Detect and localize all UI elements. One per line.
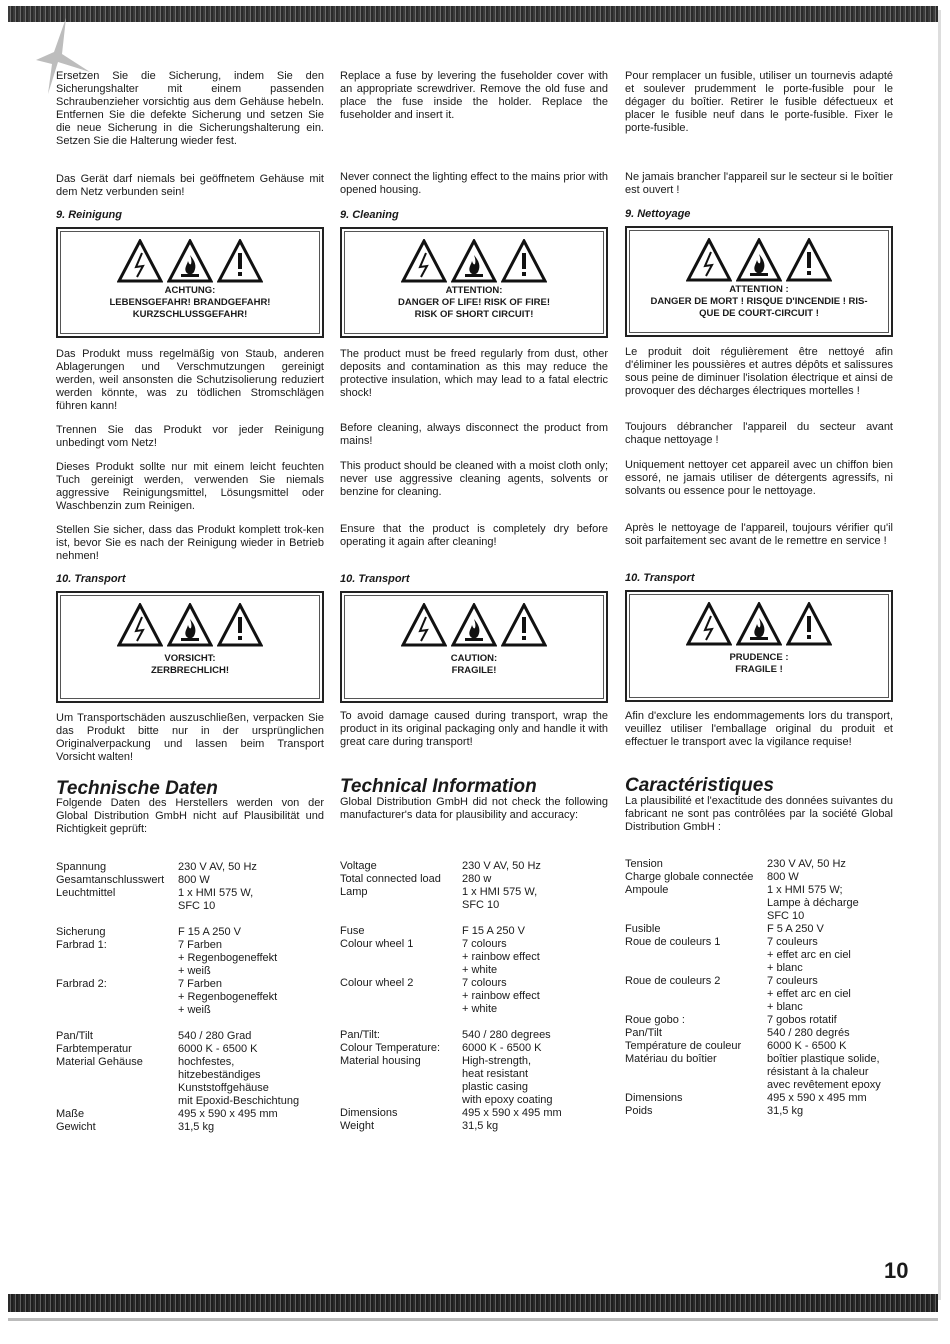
cleaning-warning-box — [340, 227, 608, 338]
page-number: 10 — [884, 1258, 909, 1283]
fuse-text: Ersetzen Sie die Sicherung, indem Sie den Sicherungshalter mit einem passenden Schraubenzieher vorsichtig aus dem Gehäuse hebeln. Entfernen Sie die defekte Sicherung und setzen Sie die neue Sicherung in die Sicherungshalterung ein. Setzen Sie die Halterung wieder fest. — [56, 70, 324, 147]
transport-text: To avoid damage caused during transport, wrap the product in its original packaging only and handle it with great care during transport! — [340, 710, 608, 748]
spec-table: Spannung 230 V AV, 50 Hz Gesamtanschlusswert 800 W Leuchtmittel 1 x HMI 575 W, SFC 10 Sicherung F 15 A 250 V Farbrad 1: 7 Farben + Regenbogeneffekt + weiß Farbrad 2: 7 Farben + Regenbogeneffekt + weiß Pan/Tilt 540 / 280 Grad Farbtemperatur 6000 K - 6500 K Material Gehäuse hochfestes, hitzebeständiges Kunststoffgehäuse mit Epoxid-Beschichtung Maße 495 x 590 x 495 mm Gewicht 31,5 kg — [56, 861, 300, 1133]
cleaning-paragraph-4: Ensure that the product is completely dry before operating it again after cleaning! — [340, 523, 608, 548]
fire-hazard-icon — [736, 602, 782, 646]
transport-warning-text: PRUDENCE : FRAGILE ! — [729, 652, 789, 675]
tech-intro: La plausibilité et l'exactitude des données suivantes du fabricant ne sont pas contrôlées par la société Global Distribution GmbH : — [625, 795, 893, 833]
fire-hazard-icon — [736, 238, 782, 282]
fire-hazard-icon — [451, 239, 497, 283]
electric-hazard-icon — [117, 239, 163, 283]
transport-warning-box — [56, 591, 324, 703]
transport-heading: 10. Transport — [625, 572, 695, 584]
transport-warning-box — [625, 590, 893, 702]
cleaning-warning-text: ATTENTION: DANGER OF LIFE! RISK OF FIRE! RISK OF SHORT CIRCUIT! — [398, 285, 550, 320]
cleaning-paragraph-1: The product must be freed regularly from dust, other deposits and contamination as this may reduce the protective insulation, which may lead to a fatal electric shock! — [340, 348, 608, 399]
warning-exclamation-icon — [501, 603, 547, 647]
warning-exclamation-icon — [501, 239, 547, 283]
electric-hazard-icon — [686, 602, 732, 646]
cleaning-heading: 9. Reinigung — [56, 209, 122, 221]
top-decorative-bar — [8, 6, 938, 22]
electric-hazard-icon — [686, 238, 732, 282]
warning-exclamation-icon — [786, 238, 832, 282]
transport-warning-text: CAUTION: FRAGILE! — [450, 653, 498, 676]
transport-warning-box — [340, 591, 608, 703]
spec-table: Tension 230 V AV, 50 Hz Charge globale connectée 800 W Ampoule 1 x HMI 575 W; Lampe à décharge SFC 10 Fusible F 5 A 250 V Roue de couleurs 1 7 couleurs + effet arc en ciel + blanc Roue de couleurs 2 7 couleurs + effet arc en ciel + blanc Roue gobo : 7 gobos rotatif Pan/Tilt 540 / 280 degrés Température de couleur 6000 K - 6500 K Matériau du boîtier boîtier plastique solide, résistant à la chaleur avec revêtement epoxy Dimensions 495 x 590 x 495 mm Poids 31,5 kg — [625, 858, 881, 1117]
cleaning-paragraph-1: Das Produkt muss regelmäßig von Staub, anderen Ablagerungen und Verschmutzungen gereinigt werden, weil ansonsten die Schutzisolierung reduziert werden könnte, was zu tödlichen Stromschlägen führen kann! — [56, 348, 324, 412]
housing-warning-text: Das Gerät darf niemals bei geöffnetem Gehäuse mit dem Netz verbunden sein! — [56, 173, 324, 198]
electric-hazard-icon — [401, 239, 447, 283]
tech-heading: Technical Information — [340, 776, 537, 797]
transport-text: Um Transportschäden auszuschließen, verpacken Sie das Produkt bitte nur in der ursprünglichen Originalverpackung und lassen beim Transport Vorsicht walten! — [56, 712, 324, 763]
cleaning-warning-text: ATTENTION : DANGER DE MORT ! RISQUE D'INCENDIE ! RIS- QUE DE COURT-CIRCUIT ! — [650, 284, 868, 319]
fire-hazard-icon — [167, 239, 213, 283]
cleaning-paragraph-4: Après le nettoyage de l'appareil, toujours vérifier qu'il soit parfaitement sec avant de le remettre en service ! — [625, 522, 893, 547]
transport-heading: 10. Transport — [56, 573, 126, 585]
cleaning-heading: 9. Cleaning — [340, 209, 399, 221]
warning-exclamation-icon — [786, 602, 832, 646]
cleaning-heading: 9. Nettoyage — [625, 208, 691, 220]
cleaning-paragraph-2: Toujours débrancher l'appareil du secteur avant chaque nettoyage ! — [625, 421, 893, 446]
cleaning-paragraph-3: This product should be cleaned with a moist cloth only; never use aggressive cleaning agents, solvents or benzine for cleaning. — [340, 460, 608, 498]
cleaning-paragraph-2: Trennen Sie das Produkt vor jeder Reinigung unbedingt vom Netz! — [56, 424, 324, 449]
housing-warning-text: Never connect the lighting effect to the mains prior with opened housing. — [340, 171, 608, 196]
cleaning-paragraph-4: Stellen Sie sicher, dass das Produkt komplett trok-ken ist, bevor Sie es nach der Reinigung wieder in Betrieb nehmen! — [56, 524, 324, 562]
transport-heading: 10. Transport — [340, 573, 410, 585]
transport-text: Afin d'exclure les endommagements lors du transport, veuillez utiliser l'emballage original du produit et effectuer le transport avec la vigilance requise! — [625, 710, 893, 748]
cleaning-paragraph-2: Before cleaning, always disconnect the product from mains! — [340, 422, 608, 447]
spec-table: Voltage 230 V AV, 50 Hz Total connected load 280 w Lamp 1 x HMI 575 W, SFC 10 Fuse F 15 A 250 V Colour wheel 1 7 colours + rainbow effect + white Colour wheel 2 7 colours + rainbow effect + white Pan/Tilt: 540 / 280 degrees Colour Temperature: 6000 K - 6500 K Material housing High-strength, heat resistant plastic casing with epoxy coating Dimensions 495 x 590 x 495 mm Weight 31,5 kg — [340, 860, 562, 1132]
cleaning-warning-box — [56, 227, 324, 338]
tech-heading: Technische Daten — [56, 778, 218, 799]
fuse-text: Replace a fuse by levering the fuseholder cover with an appropriate screwdriver. Remove the old fuse and place the fuse inside the holder. Replace the fuseholder and insert it. — [340, 70, 608, 121]
fire-hazard-icon — [167, 603, 213, 647]
bottom-rule — [8, 1318, 938, 1321]
housing-warning-text: Ne jamais brancher l'appareil sur le secteur si le boîtier est ouvert ! — [625, 171, 893, 196]
tech-intro: Folgende Daten des Herstellers werden von der Global Distribution GmbH nicht auf Plausibilität und Richtigkeit geprüft: — [56, 797, 324, 835]
transport-warning-text: VORSICHT: ZERBRECHLICH! — [150, 653, 230, 676]
cleaning-warning-box — [625, 226, 893, 337]
cleaning-paragraph-3: Uniquement nettoyer cet appareil avec un chiffon bien essoré, ne jamais utiliser de détergents agressifs, ni solvants ou essence pour le nettoyage. — [625, 459, 893, 497]
warning-exclamation-icon — [217, 603, 263, 647]
electric-hazard-icon — [401, 603, 447, 647]
tech-heading: Caractéristiques — [625, 775, 774, 796]
tech-intro: Global Distribution GmbH did not check the following manufacturer's data for plausibility and accuracy: — [340, 796, 608, 821]
right-edge-line — [938, 10, 941, 1300]
electric-hazard-icon — [117, 603, 163, 647]
bottom-decorative-bar — [8, 1294, 938, 1312]
warning-exclamation-icon — [217, 239, 263, 283]
cleaning-warning-text: ACHTUNG: LEBENSGEFAHR! BRANDGEFAHR! KURZSCHLUSSGEFAHR! — [109, 285, 271, 320]
fire-hazard-icon — [451, 603, 497, 647]
cleaning-paragraph-1: Le produit doit régulièrement être nettoyé afin d'éliminer les poussières et autres dépôts et salissures sous peine de diminuer l'isolation électrique et ainsi de provoquer des décharges électriques mortelles ! — [625, 346, 893, 397]
cleaning-paragraph-3: Dieses Produkt sollte nur mit einem leicht feuchten Tuch gereinigt werden, verwenden Sie niemals aggressive Reinigungsmittel, Lösungsmittel oder Waschbenzin zum Reinigen. — [56, 461, 324, 512]
fuse-text: Pour remplacer un fusible, utiliser un tournevis adapté et soulever prudemment le porte-fusible pour le dégager du boîtier. Retirer le fusible défectueux et placer le fusible neuf dans le porte-fusible. Fixer le porte-fusible. — [625, 70, 893, 134]
